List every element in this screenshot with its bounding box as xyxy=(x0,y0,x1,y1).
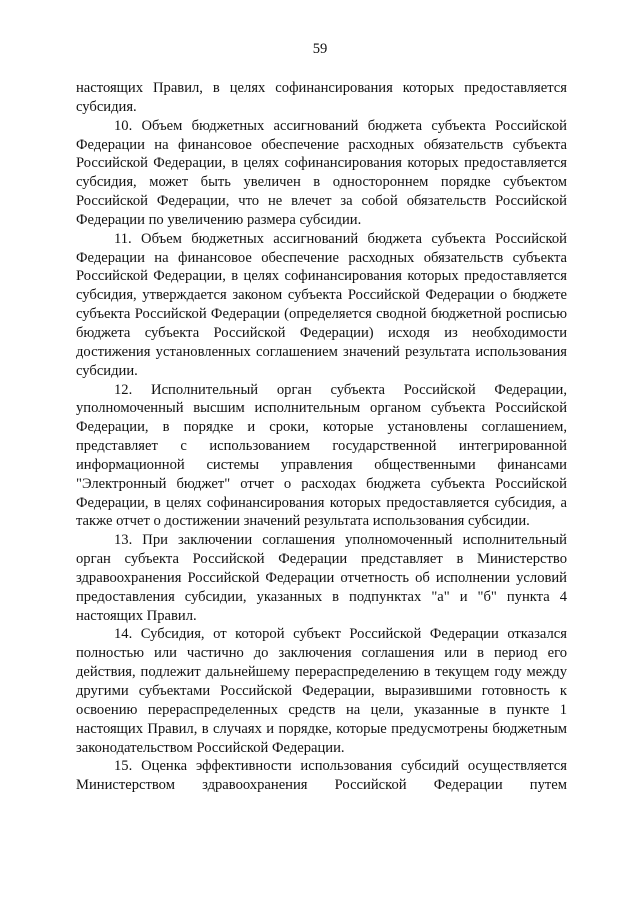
paragraph-item-13: 13. При заключении соглашения уполномоченный исполнительный орган субъекта Российской Федерации представляет в Министерство здравоохранения Российской Федерации отчетность об исполнении условий предоставления субсидии, указанных в подпунктах "а" и "б" пункта 4 настоящих Правил. xyxy=(76,532,567,624)
document-body xyxy=(76,79,567,795)
paragraph-item-15: 15. Оценка эффективности использования субсидий осуществляется Министерством здравоохранения Российской Федерации путем xyxy=(76,758,567,794)
paragraph-item-12: 12. Исполнительный орган субъекта Российской Федерации, уполномоченный высшим исполнительным органом субъекта Российской Федерации, в порядке и сроки, которые установлены соглашением, представляет с использованием государственной интегрированной информационной системы управления общественными финансами "Электронный бюджет" отчет о расходах бюджета субъекта Российской Федерации, в целях софинансирования которых предоставляется субсидия, а также отчет о достижении значений результата использования субсидии. xyxy=(76,381,567,530)
paragraph-item-14: 14. Субсидия, от которой субъект Российской Федерации отказался полностью или частично до заключения соглашения или в период его действия, подлежит дальнейшему перераспределению в текущем году между другими субъектами Российской Федерации, выразившими готовность к освоению перераспределенных средств на цели, указанные в пункте 1 настоящих Правил, в случаях и порядке, которые предусмотрены бюджетным законодательством Российской Федерации. xyxy=(76,626,567,756)
paragraph-continuation: настоящих Правил, в целях софинансирования которых предоставляется субсидия. xyxy=(76,80,567,115)
page-number: 59 xyxy=(312,41,328,57)
paragraph-item-11: 11. Объем бюджетных ассигнований бюджета субъекта Российской Федерации на финансовое обеспечение расходных обязательств субъекта Российской Федерации, в целях софинансирования которых предоставляется субсидия, утверждается законом субъекта Российской Федерации о бюджете субъекта Российской Федерации (определяется сводной бюджетной росписью бюджета субъекта Российской Федерации) исходя из необходимости достижения установленных соглашением значений результата использования субсидии. xyxy=(76,230,567,379)
paragraph-item-10: 10. Объем бюджетных ассигнований бюджета субъекта Российской Федерации на финансовое обеспечение расходных обязательств субъекта Российской Федерации, в целях софинансирования которых предоставляется субсидия, может быть увеличен в одностороннем порядке субъектом Российской Федерации, что не влечет за собой обязательств Российской Федерации по увеличению размера субсидии. xyxy=(76,117,567,228)
